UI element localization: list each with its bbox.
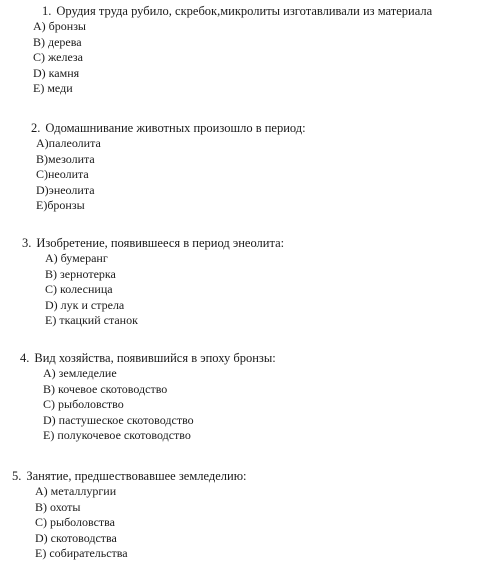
answer-options xyxy=(36,136,500,214)
answer-option-b: В) охоты xyxy=(35,499,81,514)
answer-option-a: А)палеолита xyxy=(36,136,101,150)
answer-option-c: С) рыболовства xyxy=(35,515,115,529)
question-title xyxy=(12,469,500,484)
answer-option-a: А) земледелие xyxy=(43,366,117,380)
answer-option-d: D) пастушеское скотоводство xyxy=(43,412,194,427)
question-text: Изобретение, появившееся в период энеолита: xyxy=(36,236,285,250)
answer-options xyxy=(35,484,500,562)
question-text: Одомашнивание животных произошло в период: xyxy=(45,121,306,135)
answer-options xyxy=(43,366,500,444)
question-text: Вид хозяйства, появившийся в эпоху бронзы: xyxy=(34,351,276,365)
answer-option-c: С) колесница xyxy=(45,282,113,296)
question-5 xyxy=(0,469,500,562)
question-number: 4. xyxy=(20,351,30,365)
question-text: Занятие, предшествовавшее земледелию: xyxy=(26,469,247,483)
answer-option-d: D) камня xyxy=(33,65,80,80)
question-title xyxy=(20,351,500,366)
answer-option-e: Е)бронзы xyxy=(36,198,85,212)
question-2 xyxy=(0,121,500,214)
answer-option-b: В) дерева xyxy=(33,34,82,49)
answer-option-b: В)мезолита xyxy=(36,151,95,166)
question-title xyxy=(31,121,500,136)
answer-options xyxy=(45,251,500,329)
answer-option-a: А) металлургии xyxy=(35,484,117,498)
answer-option-c: С)неолита xyxy=(36,167,89,181)
answer-option-c: С) железа xyxy=(33,50,83,64)
answer-option-c: С) рыболовство xyxy=(43,397,124,411)
answer-option-a: А) бумеранг xyxy=(45,251,108,265)
question-text: Орудия труда рубило, скребок,микролиты изготавливали из материала xyxy=(56,4,433,18)
answer-option-e: Е) меди xyxy=(33,81,73,95)
answer-option-a: А) бронзы xyxy=(33,19,86,33)
question-number: 1. xyxy=(42,4,52,18)
answer-option-d: D)энеолита xyxy=(36,182,95,197)
answer-option-e: Е) ткацкий станок xyxy=(45,313,138,327)
answer-option-b: В) кочевое скотоводство xyxy=(43,381,168,396)
answer-option-e: Е) полукочевое скотоводство xyxy=(43,428,191,442)
question-number: 5. xyxy=(12,469,22,483)
question-4 xyxy=(0,351,500,444)
answer-option-d: D) скотоводства xyxy=(35,530,117,545)
question-number: 3. xyxy=(22,236,32,250)
question-title xyxy=(22,236,500,251)
question-1 xyxy=(0,4,500,97)
question-title xyxy=(42,4,500,19)
answer-option-b: В) зернотерка xyxy=(45,266,116,281)
answer-option-e: Е) собирательства xyxy=(35,546,128,560)
question-3 xyxy=(0,236,500,329)
answer-options xyxy=(33,19,500,97)
answer-option-d: D) лук и стрела xyxy=(45,297,125,312)
question-number: 2. xyxy=(31,121,41,135)
